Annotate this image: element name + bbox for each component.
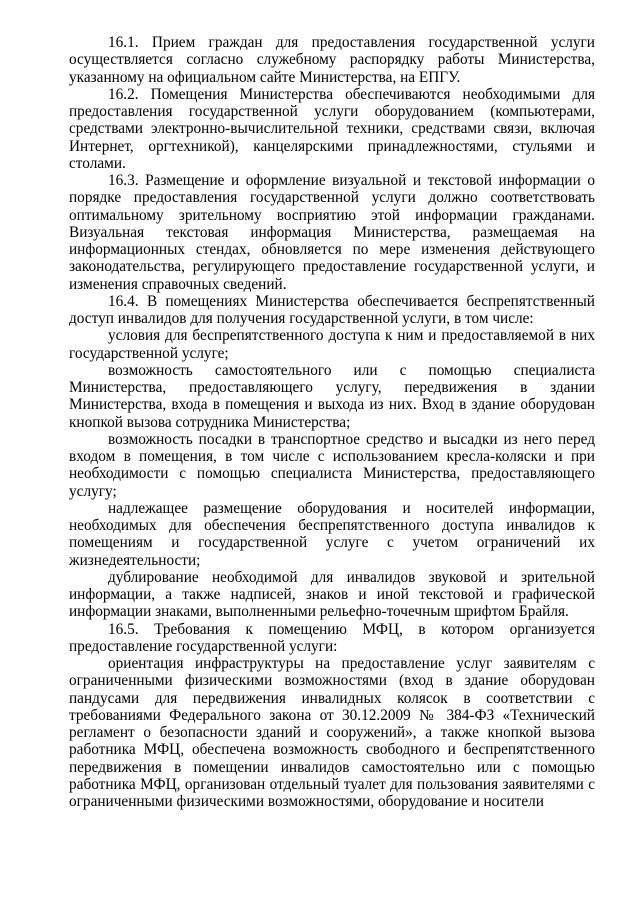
paragraph-16-2: 16.2. Помещения Министерства обеспечиваются необходимыми для предоставления государственной услуги оборудованием (компьютерами, средствами электронно-вычислительной техники, средствами связи, включая Интернет, оргтехникой), канцелярскими принадлежностями, стульями и столами.: [69, 85, 595, 172]
paragraph-16-4-item-4: надлежащее размещение оборудования и носителей информации, необходимых для обеспечения беспрепятственного доступа инвалидов к помещениям и государственной услуге с учетом ограничений их жизнедеятельности;: [69, 499, 595, 569]
paragraph-16-4-item-1: условия для беспрепятственного доступа к ним и предоставляемой в них государственной услуге;: [69, 327, 595, 362]
paragraph-16-4-item-2: возможность самостоятельного или с помощью специалиста Министерства, предоставляющего услугу, передвижения в здании Министерства, входа в помещения и выхода из них. Вход в здание оборудован кнопкой вызова сотрудника Министерства;: [69, 361, 595, 431]
paragraph-16-5: 16.5. Требования к помещению МФЦ, в котором организуется предоставление государственной услуги:: [69, 620, 595, 655]
paragraph-16-4: 16.4. В помещениях Министерства обеспечивается беспрепятственный доступ инвалидов для получения государственной услуги, в том числе:: [69, 292, 595, 327]
paragraph-16-4-item-3: возможность посадки в транспортное средство и высадки из него перед входом в помещения, в том числе с использованием кресла-коляски и при необходимости с помощью специалиста Министерства, предоставляющего услугу;: [69, 430, 595, 500]
paragraph-16-1: 16.1. Прием граждан для предоставления государственной услуги осуществляется согласно служебному распорядку работы Министерства, указанному на официальном сайте Министерства, на ЕПГУ.: [69, 34, 595, 86]
paragraph-16-3: 16.3. Размещение и оформление визуальной и текстовой информации о порядке предоставления государственной услуги должно соответствовать оптимальному зрительному восприятию этой информации гражданами. Визуальная текстовая информация Министерства, размещаемая на информационных стендах, обновляется по мере изменения действующего законодательства, регулирующего предоставление государственной услуги, и изменения справочных сведений.: [69, 172, 595, 293]
document-body: [69, 34, 595, 810]
paragraph-16-4-item-5: дублирование необходимой для инвалидов звуковой и зрительной информации, а также надписей, знаков и иной текстовой и графической информации знаками, выполненными рельефно-точечным шрифтом Брайля.: [69, 568, 595, 621]
paragraph-16-5-item-1: ориентация инфраструктуры на предоставление услуг заявителям с ограниченными физическими возможностями (вход в здание оборудован пандусами для передвижения инвалидных колясок в соответствии с требованиями Федерального закона от 30.12.2009 № 384-ФЗ «Технический регламент о безопасности зданий и сооружений», а также кнопкой вызова работника МФЦ, обеспечена возможность свободного и беспрепятственного передвижения в помещении инвалидов самостоятельно или с помощью работника МФЦ, организован отдельный туалет для пользования заявителями с ограниченными физическими возможностями, оборудование и носители: [69, 655, 595, 810]
